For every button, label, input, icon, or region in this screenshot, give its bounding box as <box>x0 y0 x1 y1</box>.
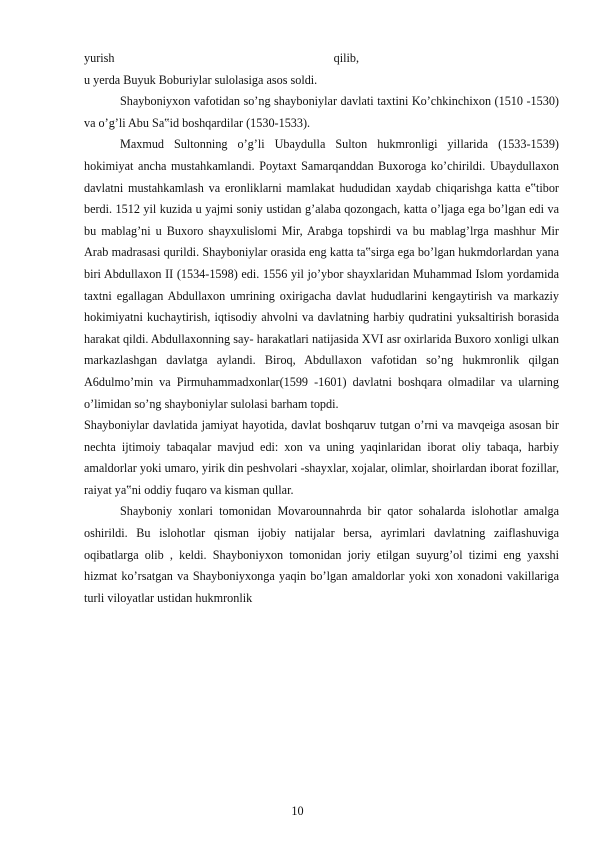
body-text <box>84 48 559 609</box>
paragraph-continuation: u yerda Buyuk Boburiylar sulolasiga asos soldi. <box>84 72 318 87</box>
first-line <box>84 48 559 70</box>
first-line-right: qilib, <box>333 51 359 65</box>
paragraph-reforms: Shayboniy xonlari tomonidan Movarounnahrda bir qator sohalarda islohotlar amalga oshirildi. Bu islohotlar qisman ijobiy natijalar bersa, ayrimlari davlatning zaiflashuviga oqibatlarga olib , keldi. Shayboniyxon tomonidan joriy etilgan suyurg’ol tizimi eng yaxshi hizmat ko’rsatgan va Shayboniyxonga yaqin bo’lgan amaldorlar yoki xon xonadoni vakillariga turli viloyatlar ustidan hukmronlik <box>84 504 559 605</box>
first-line-left: yurish <box>84 51 115 65</box>
paragraph-kochkinchixon: Shayboniyxon vafotidan so’ng shayboniylar davlati taxtini Ko’chkinchixon (1510 -1530) va o’g’li Abu Sa‟id boshqardilar (1530-1533). <box>84 94 559 130</box>
paragraph-ubaydulla: Maxmud Sultonning o’g’li Ubaydulla Sulton hukmronligi yillarida (1533-1539) hokimiyat ancha mustahkamlandi. Poytaxt Samarqanddan Buxoroga ko’chirildi. Ubaydullaxon davlatni mustahkamlash va eronliklarni mamlakat hududidan xaydab chiqarishga katta e‟tibor berdi. 1512 yil kuzida u yajmi soniy ustidan g’alaba qozongach, katta o’ljaga ega bo’lgan edi va bu mablag’ni u Buxoro shayxulislomi Mir, Arabga topshirdi va bu mablag’lrga mashhur Mir Arab madrasasi qurildi. Shayboniylar orasida eng katta ta‟sirga ega bo’lgan hukmdorlardan yana biri Abdullaxon II (1534-1598) edi. 1556 yil jo’ybor shayxlaridan Muhammad Islom yordamida taxtni egallagan Abdullaxon umrining oxirigacha davlat hududlarini kengaytirish va markaziy hokimiyatni kuchaytirish, iqtisodiy ahvolni va davlatning harbiy qudratini yuksaltirish borasida harakat qildi. Abdullaxonning say- harakatlari natijasida XVI asr oxirlarida Buxoro xonligi ulkan markazlashgan davlatga aylandi. Biroq, Abdullaxon vafotidan so’ng hukmronlik qilgan A6dulmo’min va Pirmuhammadxonlar(1599 -1601) davlatni boshqara olmadilar va ularning o’limidan so’ng shayboniylar sulolasi barham topdi. <box>84 137 559 411</box>
paragraph-social-classes: Shayboniylar davlatida jamiyat hayotida, davlat boshqaruv tutgan o’rni va mavqeiga asosan bir nechta ijtimoiy tabaqalar mavjud edi: xon va uning yaqinlaridan iborat oliy tabaqa, harbiy amaldorlar yoki umaro, yirik din peshvolari -shayxlar, xojalar, olimlar, shoirlardan iborat fozillar, raiyat ya‟ni oddiy fuqaro va kisman qullar. <box>84 418 559 497</box>
page-number: 10 <box>291 804 304 818</box>
